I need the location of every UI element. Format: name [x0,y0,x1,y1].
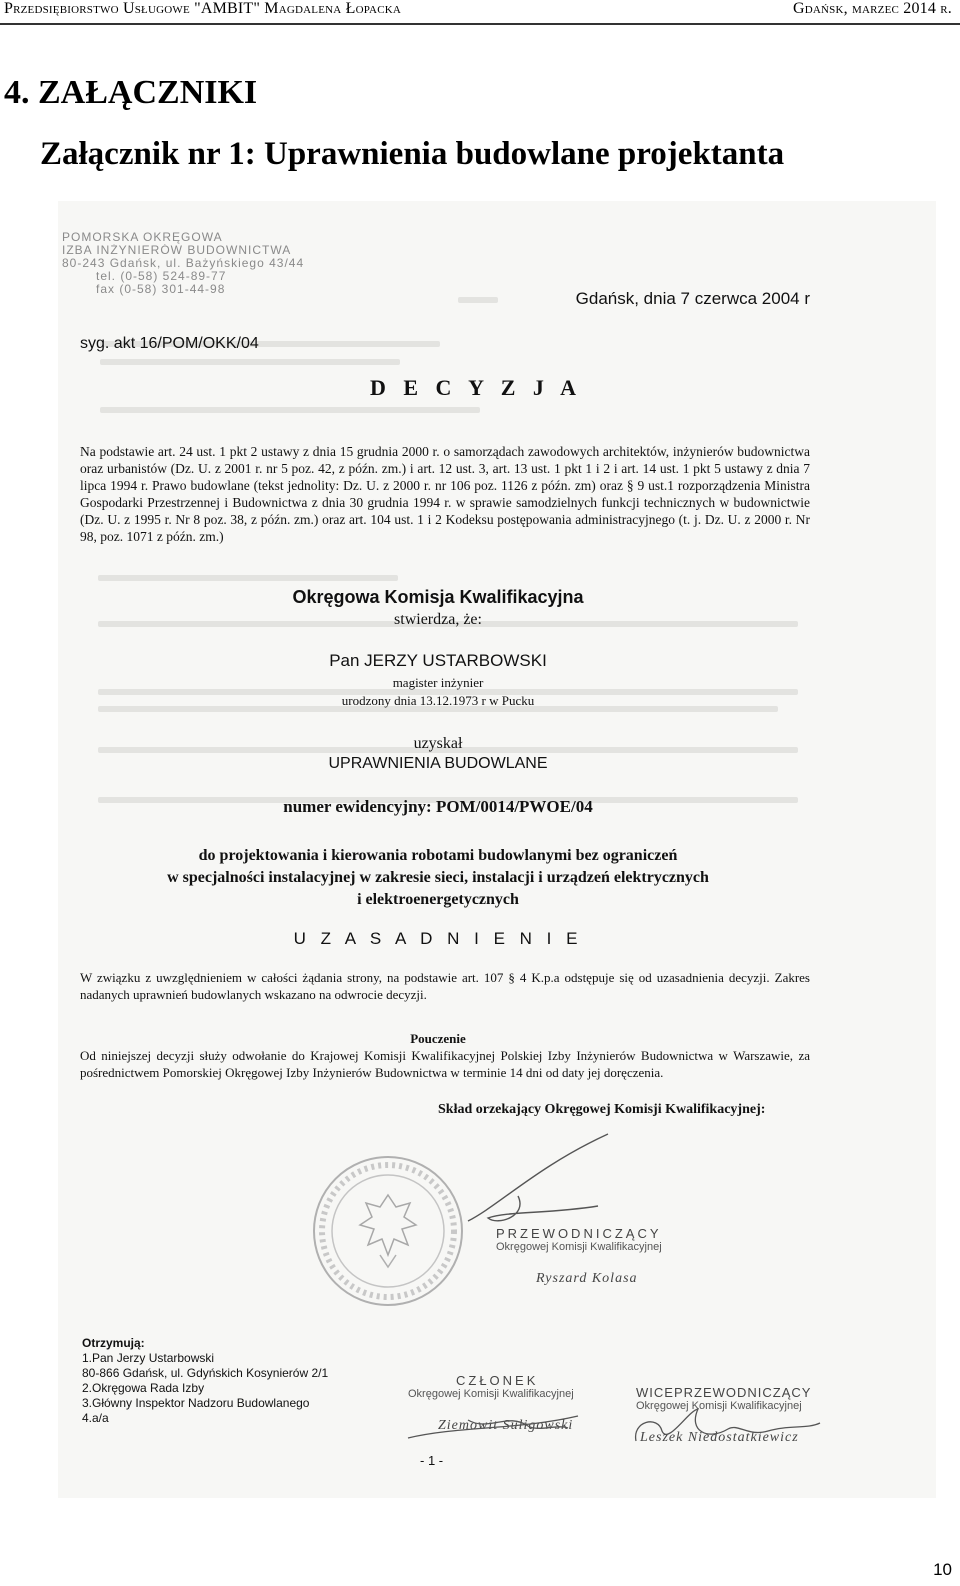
official-seal-icon [308,1151,468,1311]
panel-label: Skład orzekający Okręgowej Komisji Kwalifikacyjnej: [438,1102,766,1117]
sender-line: fax (0-58) 301-44-98 [96,283,226,296]
attachment-heading: Załącznik nr 1: Uprawnienia budowlane projektanta [40,136,785,172]
sender-line: IZBA INŻYNIERÓW BUDOWNICTWA [62,244,292,257]
header-date: Gdańsk, marzec 2014 r. [792,0,952,17]
header-company: Przedsiębiorstwo Usługowe "AMBIT" Magdalena Łopacka [4,0,402,17]
bleed-through [100,407,480,413]
permit-title: UPRAWNIENIA BUDOWLANE [328,755,548,772]
commission-name: Okręgowa Komisja Kwalifikacyjna [292,587,584,607]
bleed-through [100,359,400,365]
justification-title: U Z A S A D N I E N I E [293,929,583,948]
sender-line: POMORSKA OKRĘGOWA [62,231,223,244]
vice-body: Okręgowej Komisji Kwalifikacyjnej [636,1400,802,1412]
sender-line: tel. (0-58) 524-89-77 [96,270,227,283]
recipient-line: 2.Okręgowa Rada Izby [82,1381,205,1395]
justification-text: W związku z uwzględnieniem w całości żądania strony, na podstawie art. 107 § 4 K.p.a odstępuje się od uzasadnienia decyzji. Zakres nadanych uprawnień budowlanych wskazano na odwrocie decyzji. [80,970,810,1002]
vice-title: WICEPRZEWODNICZĄCY [636,1385,812,1400]
decision-date: Gdańsk, dnia 7 czerwca 2004 r [575,289,810,308]
member-title: CZŁONEK [456,1373,539,1388]
obtained-text: uzyskał [413,735,463,752]
chair-name: Ryszard Kolasa [536,1271,638,1286]
bleed-through [98,575,398,581]
birth-info: urodzony dnia 13.12.1973 r w Pucku [341,693,535,708]
member-signature-icon [398,1406,618,1446]
states-text: stwierdza, że: [394,611,482,628]
chair-body: Okręgowej Komisji Kwalifikacyjnej [496,1241,662,1253]
recipients-list [82,1336,328,1426]
recipient-line: 4.a/a [82,1411,109,1425]
recipients-title: Otrzymują: [82,1336,145,1350]
recipient-line: 3.Główny Inspektor Nadzoru Budowlanego [82,1396,310,1410]
registry-number: numer ewidencyjny: POM/0014/PWOE/04 [283,797,593,816]
legal-basis: Na podstawie art. 24 ust. 1 pkt 2 ustawy z dnia 15 grudnia 2000 r. o samorządach zawodowych architektów, inżynierów budownictwa oraz urbanistów (Dz. U. z 2001 r. nr 5 poz. 42, z późn. zm.) i art. 12 ust. 3, art. 13 ust. 1 pkt 1 i 2 i art. 14 ust. 1 pkt 5 ustawy z dnia 7 lipca 1994 r. Prawo budowlane (tekst jednolity: Dz. U. z 2000 r. nr 106 poz. 1126 z późn. zm) oraz § 9 ust.1 rozporządzenia Ministra Gospodarki Przestrzennej i Budownictwa z dnia 30 grudnia 1994 r. w sprawie samodzielnych funkcji technicznych w budownictwie (Dz. U. z 1995 r. Nr 8 poz. 38, z późn. zm.) oraz art. 104 ust. 1 i 2 Kodeksu postępowania administracyjnego (t. j. Dz. U. z 2000 r. Nr 98, poz. 1071 z późn. zm.) [80,444,810,544]
chair-signature-icon [458,1126,648,1236]
member-body: Okręgowej Komisji Kwalifikacyjnej [408,1388,574,1400]
member-name: Ziemowit Suligowski [438,1418,574,1433]
sender-stamp [62,231,322,296]
case-reference: syg. akt 16/POM/OKK/04 [80,335,259,352]
chair-block [496,1226,662,1287]
vice-signature-icon [628,1401,828,1449]
instruction-text: Od niniejszej decyzji służy odwołanie do Krajowej Komisji Kwalifikacyjnej Polskiej Izby Inżynierów Budownictwa w Warszawie, za pośrednictwem Pomorskiej Okręgowej Izby Inżynierów Budownictwa w terminie 14 dni od daty jej doręczenia. [80,1048,810,1080]
chair-title: PRZEWODNICZĄCY [496,1226,662,1241]
scanned-document [58,201,936,1498]
vice-name: Leszek Niedostatkiewicz [640,1430,799,1445]
scope-line: i elektroenergetycznych [357,891,519,908]
scope-line: do projektowania i kierowania robotami budowlanymi bez ograniczeń [198,847,678,864]
degree: magister inżynier [392,675,484,690]
page-mark: - 1 - [420,1453,444,1468]
bleed-through [458,297,498,303]
page-number: 10 [933,1560,952,1579]
recipient-line: 80-866 Gdańsk, ul. Gdyńskich Kosynierów 2/1 [82,1366,329,1380]
decision-title: D E C Y Z J A [370,375,583,400]
recipient-line: 1.Pan Jerzy Ustarbowski [82,1351,215,1365]
instruction-title: Pouczenie [410,1031,466,1046]
section-heading: 4. ZAŁĄCZNIKI [4,74,258,111]
permit-scope [58,845,818,911]
header-divider [0,23,960,25]
person-name: Pan JERZY USTARBOWSKI [329,651,547,670]
sender-line: 80-243 Gdańsk, ul. Bażyńskiego 43/44 [62,257,305,270]
scope-line: w specjalności instalacyjnej w zakresie sieci, instalacji i urządzeń elektrycznych [167,869,709,886]
